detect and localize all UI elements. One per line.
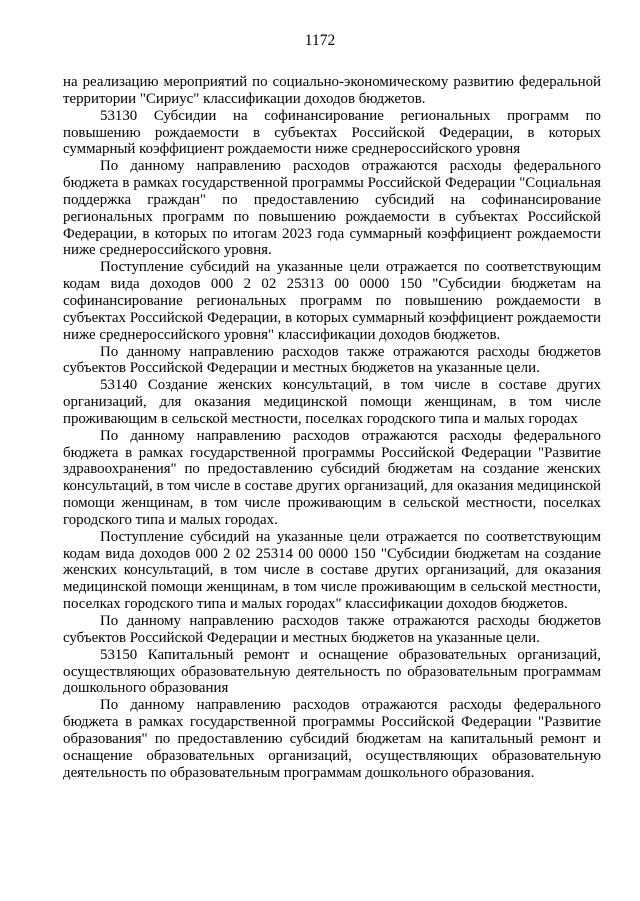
paragraph-code-53140-revenue: Поступление субсидий на указанные цели отражается по соответствующим кодам вида доходов 000 2 02 25314 00 0000 150 "Субсидии бюджетам на создание женских консультаций, в том числе в составе других организаций, для оказания медицинской помощи женщинам, в том числе проживающим в сельской местности, поселках городского типа и малых городах" классификации доходов бюджетов. — [63, 528, 601, 613]
paragraph-continuation: на реализацию мероприятий по социально-экономическому развитию федеральной территории "Сириус" классификации доходов бюджетов. — [63, 74, 601, 107]
paragraph-code-53140-regional: По данному направлению расходов также отражаются расходы бюджетов субъектов Российской Федерации и местных бюджетов на указанные цели. — [63, 613, 601, 646]
paragraph-code-53140-heading: 53140 Создание женских консультаций, в том числе в составе других организаций, для оказания медицинской помощи женщинам, в том числе проживающим в сельской местности, поселках городского типа и малых городах — [63, 377, 601, 427]
document-body — [63, 74, 601, 781]
paragraph-code-53130-heading: 53130 Субсидии на софинансирование региональных программ по повышению рождаемости в субъектах Российской Федерации, в которых суммарный коэффициент рождаемости ниже среднероссийского уровня — [63, 107, 601, 158]
paragraph-code-53130-regional: По данному направлению расходов также отражаются расходы бюджетов субъектов Российской Федерации и местных бюджетов на указанные цели. — [63, 343, 601, 377]
paragraph-code-53150-heading: 53150 Капитальный ремонт и оснащение образовательных организаций, осуществляющих образовательную деятельность по образовательным программам дошкольного образования — [63, 646, 601, 697]
paragraph-code-53130-revenue: Поступление субсидий на указанные цели отражается по соответствующим кодам вида доходов 000 2 02 25313 00 0000 150 "Субсидии бюджетам на софинансирование региональных программ по повышению рождаемости в субъектах Российской Федерации, в которых суммарный коэффициент рождаемости ниже среднероссийского уровня" классификации доходов бюджетов. — [63, 259, 601, 343]
paragraph-code-53130-expenses: По данному направлению расходов отражаются расходы федерального бюджета в рамках государственной программы Российской Федерации "Социальная поддержка граждан" по предоставлению субсидий на софинансирование региональных программ по повышению рождаемости в субъектах Российской Федерации, в которых по итогам 2023 года суммарный коэффициент рождаемости ниже среднероссийского уровня. — [63, 158, 601, 259]
paragraph-code-53140-expenses: По данному направлению расходов отражаются расходы федерального бюджета в рамках государственной программы Российской Федерации "Развитие здравоохранения" по предоставлению субсидий бюджетам на создание женских консультаций, в том числе в составе других организаций, для оказания медицинской помощи женщинам, в том числе проживающим в сельской местности, поселках городского типа и малых городах. — [63, 427, 601, 528]
page-number: 1172 — [304, 32, 336, 49]
paragraph-code-53150-expenses: По данному направлению расходов отражаются расходы федерального бюджета в рамках государственной программы Российской Федерации "Развитие образования" по предоставлению субсидий бюджетам на капитальный ремонт и оснащение образовательных организаций, осуществляющих образовательную деятельность по образовательным программам дошкольного образования. — [63, 697, 601, 781]
